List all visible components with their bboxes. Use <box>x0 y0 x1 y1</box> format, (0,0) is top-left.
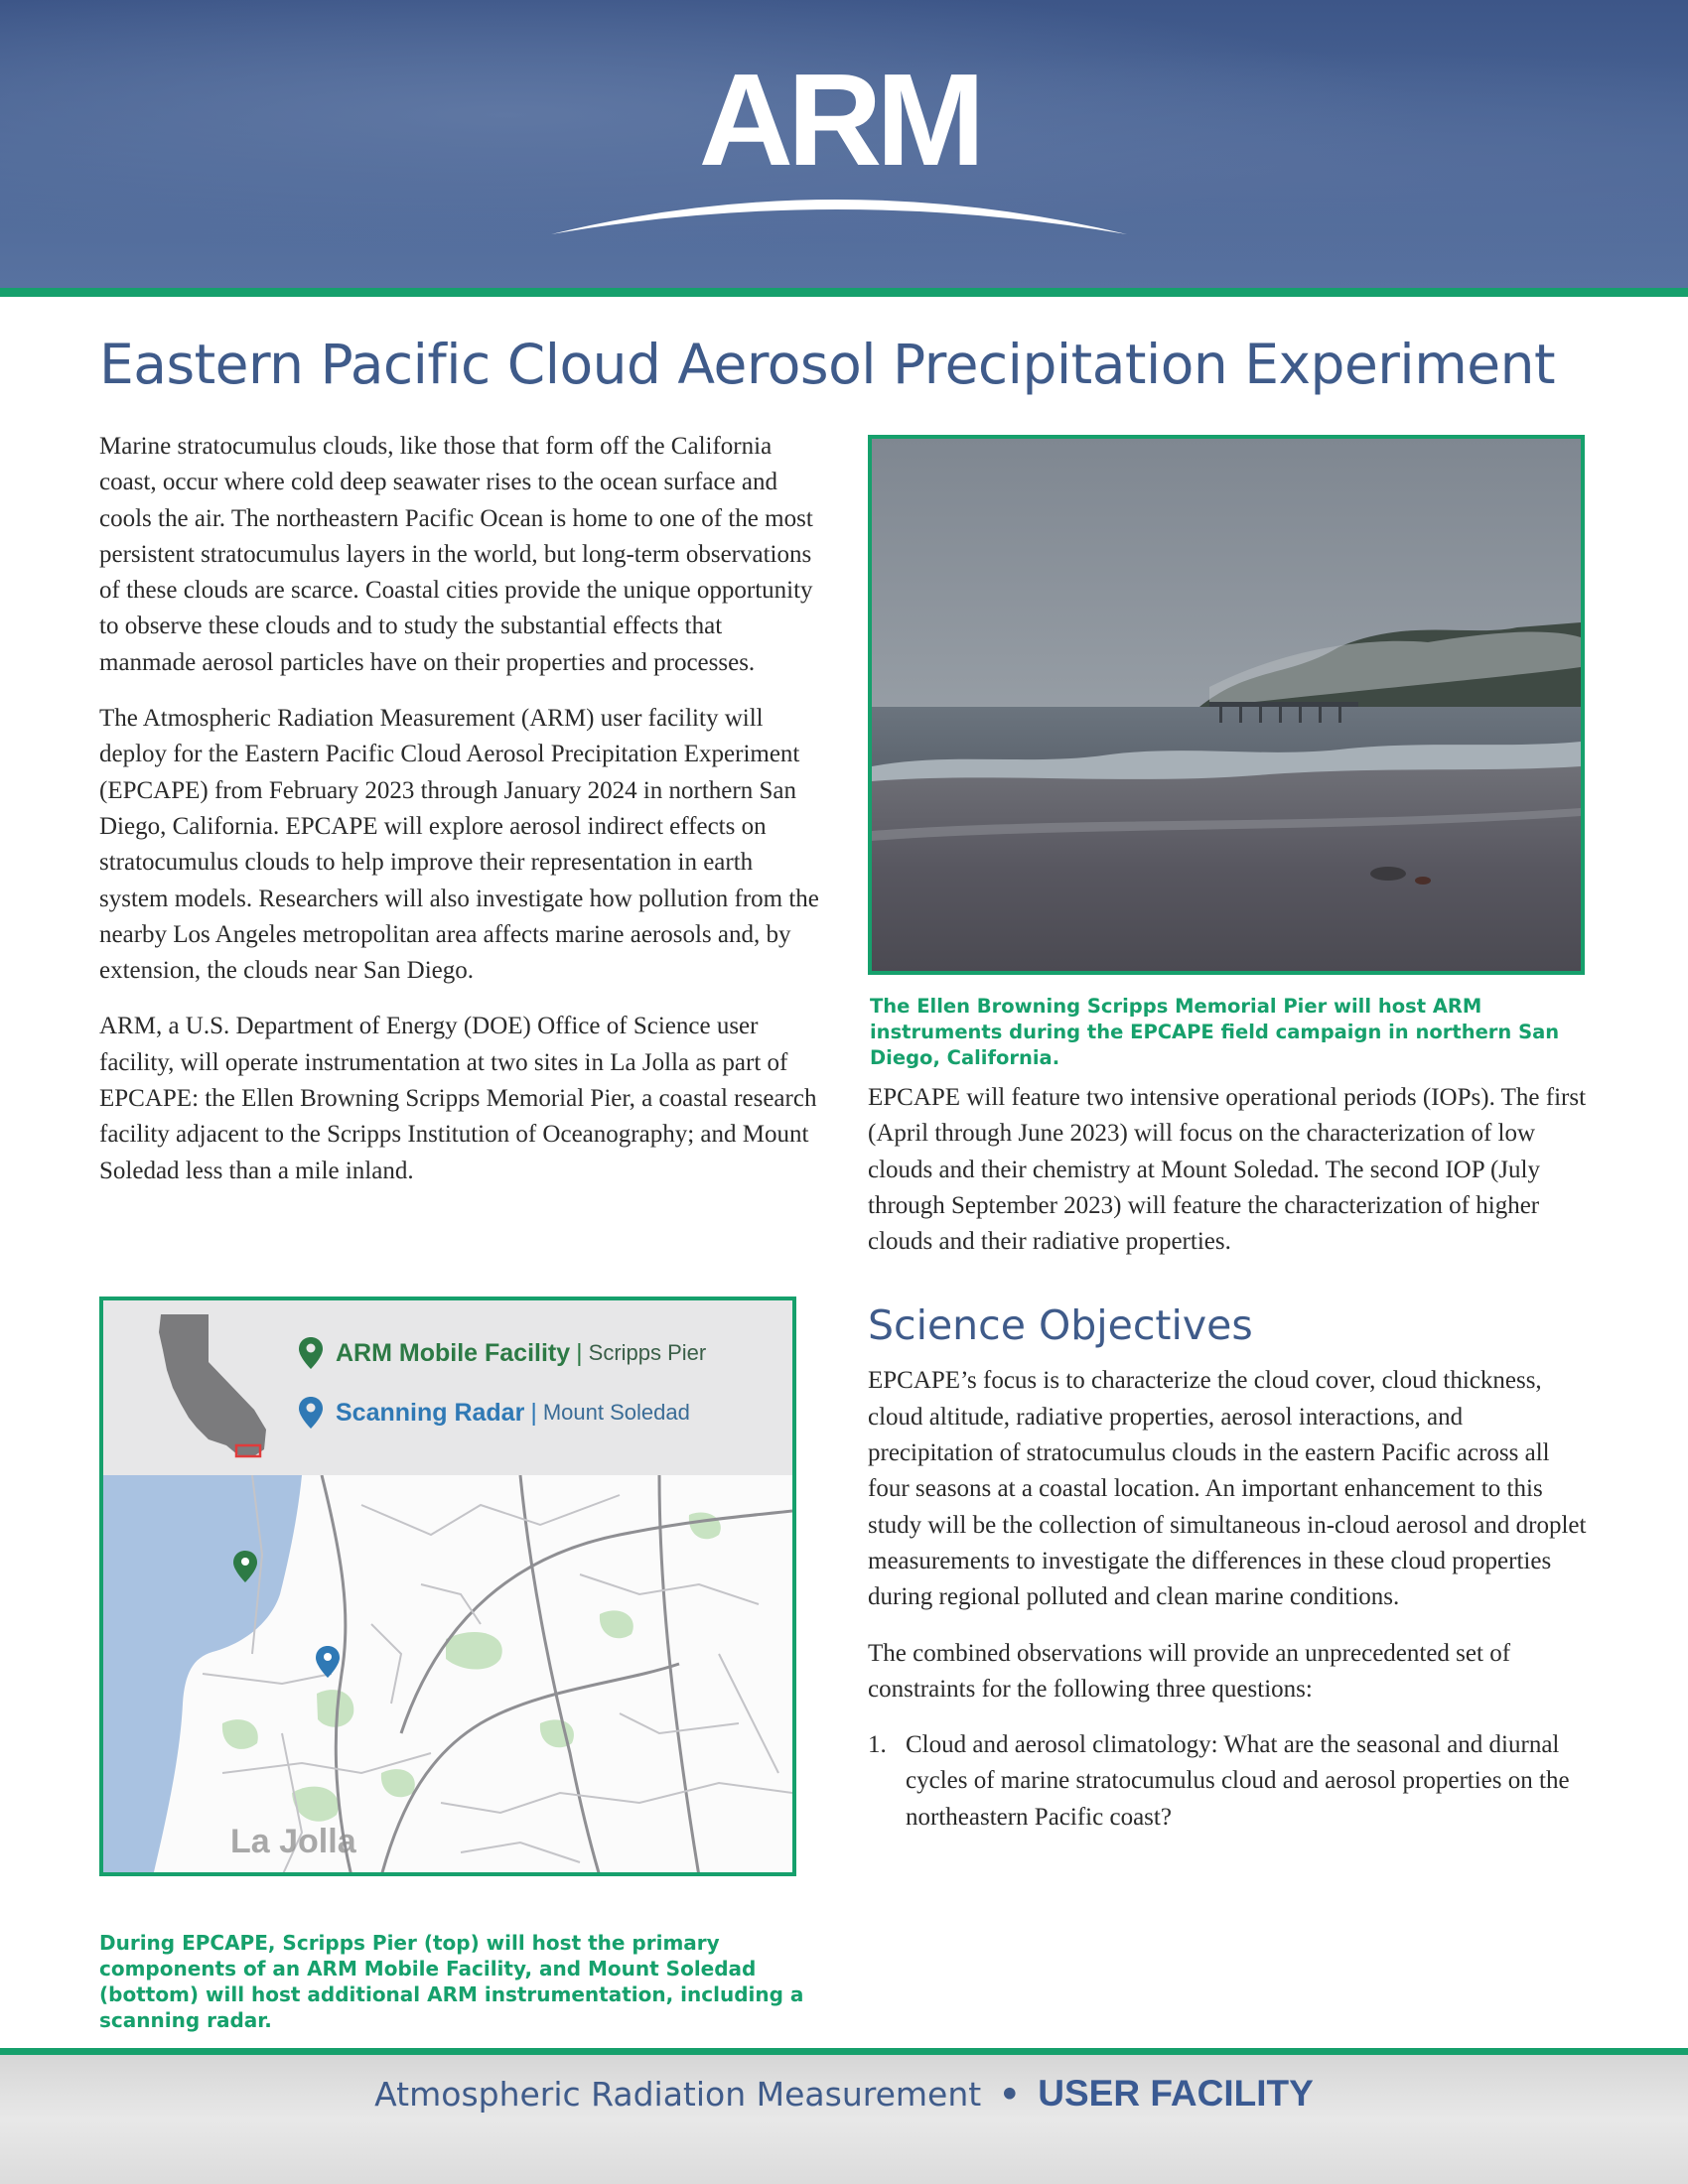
legend-separator: | <box>576 1338 583 1367</box>
map-pin-green-icon <box>298 1336 324 1370</box>
paragraph-deployment: The Atmospheric Radiation Measurement (ARM) user facility will deploy for the Eastern Pacific Cloud Aerosol Precipitation Experiment (EPCAPE) from February 2023 through January 2024 in northern San Diego, California. EPCAPE will explore aerosol indirect effects on stratocumulus clouds to help improve their representation in earth system models. Researchers will also investigate how pollution from the nearby Los Angeles metropolitan area affects marine aerosols and, by extension, the clouds near San Diego. <box>99 705 819 985</box>
map-place-label: La Jolla <box>230 1823 356 1860</box>
paragraph-iops: EPCAPE will feature two intensive operational periods (IOPs). The first (April through June 2023) will focus on the characterization of low clouds and their chemistry at Mount Soledad. The second IOP (July through September 2023) will feature the characterization of higher clouds and their radiative properties. <box>868 1084 1587 1256</box>
list-item <box>868 1727 1593 1836</box>
legend-scanning-radar <box>298 1396 690 1430</box>
photo-caption: The Ellen Browning Scripps Memorial Pier will host ARM instruments during the EPCAPE field campaign in northern San Diego, California. <box>870 995 1560 1069</box>
logo-swoosh-icon <box>536 175 1142 244</box>
paragraph-intro: Marine stratocumulus clouds, like those that form off the California coast, occur where cold deep seawater rises to the ocean surface and cools the air. The northeastern Pacific Ocean is home to one of the most persistent stratocumulus layers in the world, but long-term observations of these clouds are scarce. Coastal cities provide the unique opportunity to observe these clouds and to study the substantial effects that manmade aerosol particles have on their properties and processes. <box>99 433 813 676</box>
right-column <box>868 1080 1593 1836</box>
questions-list <box>868 1727 1593 1836</box>
header-divider <box>0 288 1688 297</box>
list-item-number: 1. <box>868 1731 887 1759</box>
map-legend <box>103 1300 792 1475</box>
footer-user-facility: USER FACILITY <box>1038 2073 1314 2114</box>
legend-name: Scanning Radar <box>336 1398 525 1427</box>
section-heading-science-objectives: Science Objectives <box>868 1301 1253 1350</box>
footer-organization: Atmospheric Radiation Measurement <box>374 2075 982 2114</box>
legend-name: ARM Mobile Facility <box>336 1338 571 1367</box>
list-item-text: Cloud and aerosol climatology: What are the seasonal and diurnal cycles of marine stratocumulus cloud and aerosol properties on the northeastern Pacific coast? <box>906 1731 1570 1831</box>
legend-site: Mount Soledad <box>542 1400 690 1425</box>
legend-separator: | <box>530 1398 537 1427</box>
site-map <box>99 1297 796 1876</box>
map-pin-blue-icon <box>298 1396 324 1430</box>
pier-photo-image <box>872 439 1581 971</box>
legend-arm-mobile-facility <box>298 1336 706 1370</box>
paragraph-objectives: EPCAPE’s focus is to characterize the cloud cover, cloud thickness, cloud altitude, radiative properties, aerosol interactions, and precipitation of stratocumulus clouds in the eastern Pacific across all four seasons at a coastal location. An important enhancement to this study will be the collection of simultaneous in-cloud aerosol and droplet measurements to investigate the differences in these cloud properties during regional polluted and clean marine conditions. <box>868 1367 1587 1611</box>
map-area <box>103 1475 792 1876</box>
footer-divider <box>0 2048 1688 2055</box>
left-column <box>99 429 824 1209</box>
arm-logo <box>536 47 1142 244</box>
footer-bullet: • <box>999 2075 1021 2114</box>
paragraph-sites: ARM, a U.S. Department of Energy (DOE) Office of Science user facility, will operate instrumentation at two sites in La Jolla as part of EPCAPE: the Ellen Browning Scripps Memorial Pier, a coastal research facility adjacent to the Scripps Institution of Oceanography; and Mount Soledad less than a mile inland. <box>99 1013 817 1184</box>
paragraph-questions-intro: The combined observations will provide an unprecedented set of constraints for the following three questions: <box>868 1639 1511 1703</box>
pier-photo <box>868 435 1585 975</box>
page-title: Eastern Pacific Cloud Aerosol Precipitation Experiment <box>99 333 1556 396</box>
california-outline-icon <box>143 1300 292 1475</box>
header-banner <box>0 0 1688 288</box>
legend-site: Scripps Pier <box>588 1340 707 1365</box>
footer <box>0 2073 1688 2115</box>
map-caption: During EPCAPE, Scripps Pier (top) will host the primary components of an ARM Mobile Facility, and Mount Soledad (bottom) will host additional ARM instrumentation, including a scanning radar. <box>99 1931 804 2032</box>
arm-logo-text: ARM <box>698 47 980 193</box>
